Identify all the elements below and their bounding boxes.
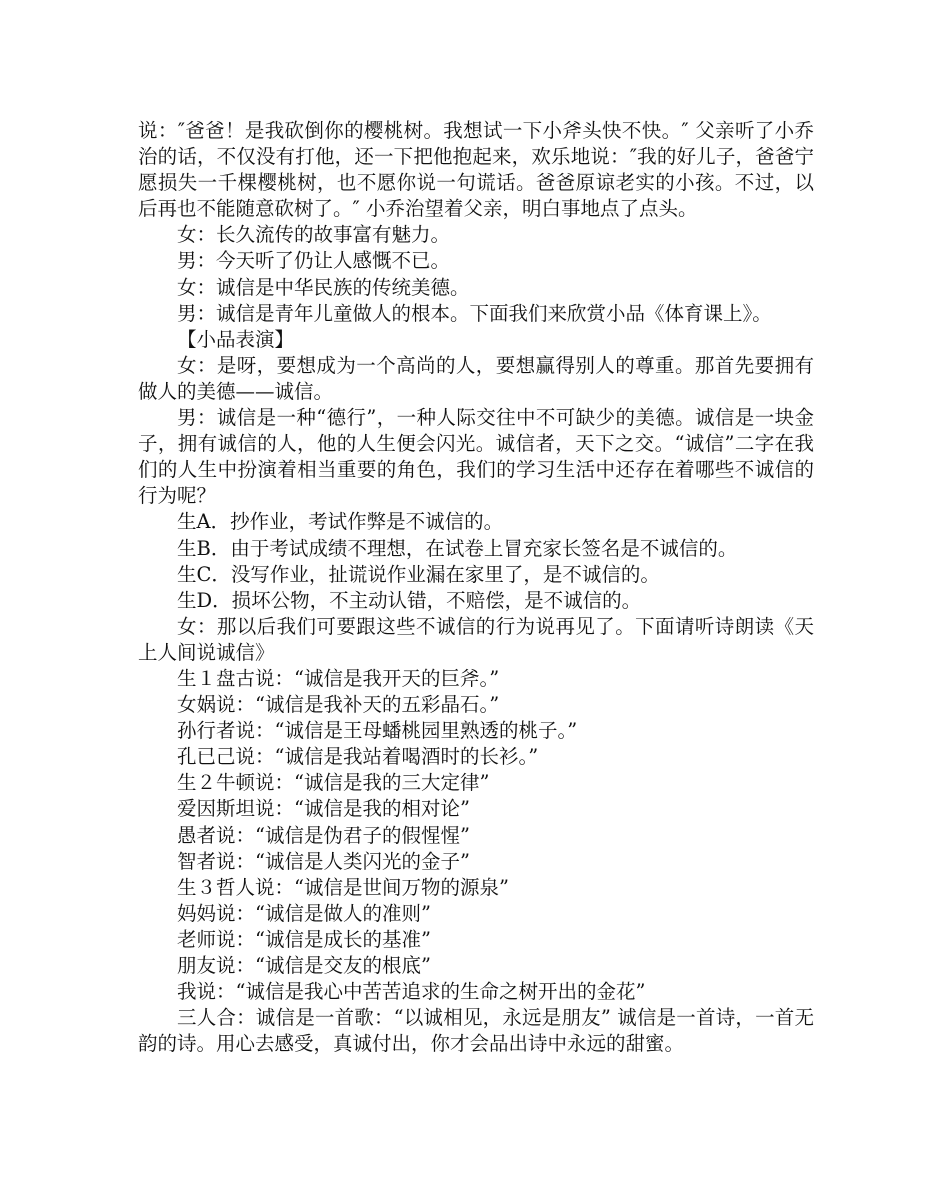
paragraph: 女：长久流传的故事富有魅力。 xyxy=(177,223,451,247)
paragraph: 男：诚信是青年儿童做人的根本。下面我们来欣赏小品《体育课上》。 xyxy=(177,301,772,325)
poem-line: 愚者说：“诚信是伪君子的假惺惺” xyxy=(177,823,470,847)
poem-line: 女娲说：“诚信是我补天的五彩晶石。” xyxy=(177,693,500,717)
poem-line: 妈妈说：“诚信是做人的准则” xyxy=(177,901,431,925)
paragraph: 生D．损坏公物，不主动认错，不赔偿，是不诚信的。 xyxy=(177,588,642,612)
section-heading: 【小品表演】 xyxy=(177,327,295,351)
poem-line: 我说：“诚信是我心中苦苦追求的生命之树开出的金花” xyxy=(177,980,646,1004)
poem-line: 孙行者说：“诚信是王母蟠桃园里熟透的桃子。” xyxy=(177,719,578,743)
paragraph: 女：是呀，要想成为一个高尚的人，要想赢得别人的尊重。那首先要拥有做人的美德——诚信。 xyxy=(138,353,814,403)
paragraph: 三人合：诚信是一首歌：“以诚相见，永远是朋友” 诚信是一首诗，一首无韵的诗。用心去感受，真诚付出，你才会品出诗中永远的甜蜜。 xyxy=(138,1006,814,1056)
poem-line: 生３哲人说：“诚信是世间万物的源泉” xyxy=(177,875,509,899)
poem-line: 爱因斯坦说：“诚信是我的相对论” xyxy=(177,797,470,821)
paragraph: 男：诚信是一种“德行”，一种人际交往中不可缺少的美德。诚信是一块金子，拥有诚信的人，他的人生便会闪光。诚信者，天下之交。“诚信”二字在我们的人生中扮演着相当重要的角色，我们的学习生活中还存在着哪些不诚信的行为呢？ xyxy=(138,406,814,508)
poem-line: 朋友说：“诚信是交友的根底” xyxy=(177,954,431,977)
paragraph: 说：″爸爸！是我砍倒你的樱桃树。我想试一下小斧头快不快。″ 父亲听了小乔治的话，不仅没有打他，还一下把他抱起来，欢乐地说：″我的好儿子，爸爸宁愿损失一千棵樱桃树，也不愿你说一句谎话。爸爸原谅老实的小孩。不过，以后再也不能随意砍树了。″ 小乔治望着父亲，明白事地点了点头。 xyxy=(138,119,814,221)
poem-line: 智者说：“诚信是人类闪光的金子” xyxy=(177,849,470,873)
paragraph: 男：今天听了仍让人感慨不已。 xyxy=(177,249,451,273)
paragraph: 生B．由于考试成绩不理想，在试卷上冒充家长签名是不诚信的。 xyxy=(177,536,738,560)
poem-line: 生２牛顿说：“诚信是我的三大定律” xyxy=(177,771,490,795)
paragraph: 生A．抄作业，考试作弊是不诚信的。 xyxy=(177,510,504,534)
paragraph: 女：那以后我们可要跟这些不诚信的行为说再见了。下面请听诗朗读《天上人间说诚信》 xyxy=(138,614,814,664)
poem-line: 孔已己说：“诚信是我站着喝酒时的长衫。” xyxy=(177,745,539,769)
poem-line: 生１盘古说：“诚信是我开天的巨斧。” xyxy=(177,666,500,690)
document-body xyxy=(138,118,814,1057)
poem-line: 老师说：“诚信是成长的基准” xyxy=(177,927,431,951)
paragraph: 生C．没写作业，扯谎说作业漏在家里了，是不诚信的。 xyxy=(177,562,660,586)
paragraph: 女：诚信是中华民族的传统美德。 xyxy=(177,275,470,299)
